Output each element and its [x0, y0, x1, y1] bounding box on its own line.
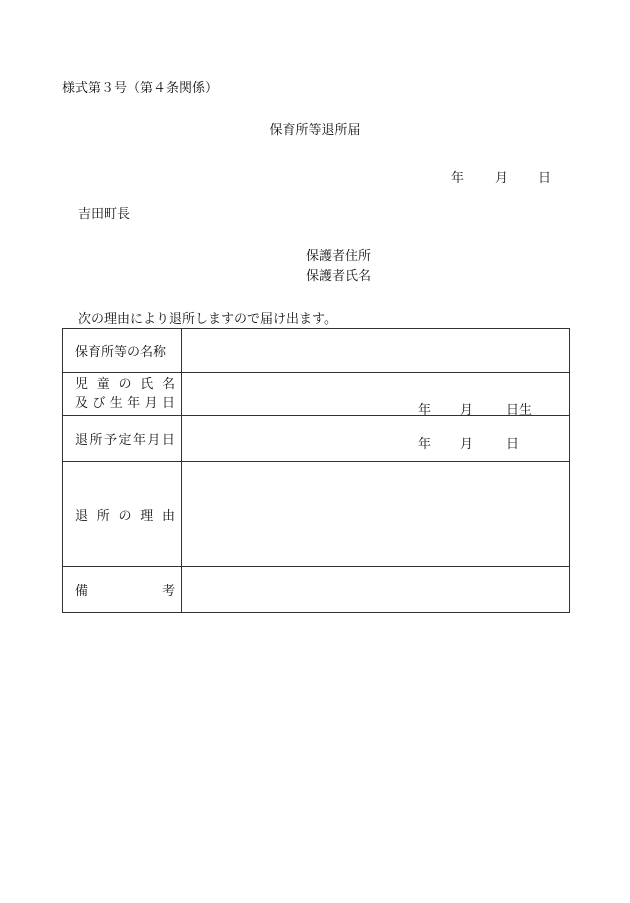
facility-name-label-cell	[63, 329, 182, 373]
child-birth-year-label: 年	[418, 403, 432, 418]
facility-name-field[interactable]	[182, 329, 570, 373]
withdrawal-date-label: 退 所 予 定 年 月 日	[75, 433, 175, 448]
submission-month-label: 月	[495, 171, 509, 186]
withdrawal-day-label: 日	[506, 437, 520, 452]
statement-text: 次の理由により退所しますので届け出ます。	[78, 312, 337, 327]
withdrawal-date-field[interactable]	[182, 416, 570, 462]
addressee: 吉田町長	[78, 207, 131, 222]
submission-year-label: 年	[451, 171, 465, 186]
facility-name-row	[63, 329, 570, 373]
remarks-field[interactable]	[182, 567, 570, 613]
child-birth-day-label: 日生	[506, 403, 533, 418]
child-row	[63, 373, 570, 416]
child-name-label: 児 童 の 氏 名	[75, 377, 175, 392]
withdrawal-date-label-cell	[63, 416, 182, 462]
child-birthdate-label: 及 び 生 年 月 日	[75, 396, 175, 411]
child-birth-month-label: 月	[460, 403, 474, 418]
reason-row	[63, 462, 570, 567]
withdrawal-year-label: 年	[418, 437, 432, 452]
withdrawal-date-row	[63, 416, 570, 462]
remarks-row	[63, 567, 570, 613]
remarks-label: 備 考	[75, 584, 175, 599]
child-name-birthdate-field[interactable]	[182, 373, 570, 416]
form-number: 様式第３号（第４条関係）	[62, 81, 219, 96]
child-label-cell	[63, 373, 182, 416]
facility-name-label: 保育所等の名称	[75, 345, 167, 360]
reason-label-cell	[63, 462, 182, 567]
guardian-name-label: 保護者氏名	[306, 269, 372, 284]
reason-field[interactable]	[182, 462, 570, 567]
withdrawal-form-table	[62, 328, 570, 613]
remarks-label-cell	[63, 567, 182, 613]
submission-day-label: 日	[538, 171, 552, 186]
document-title: 保育所等退所届	[269, 123, 361, 138]
reason-label: 退 所 の 理 由	[75, 508, 175, 524]
withdrawal-month-label: 月	[460, 437, 474, 452]
guardian-address-label: 保護者住所	[306, 249, 372, 264]
